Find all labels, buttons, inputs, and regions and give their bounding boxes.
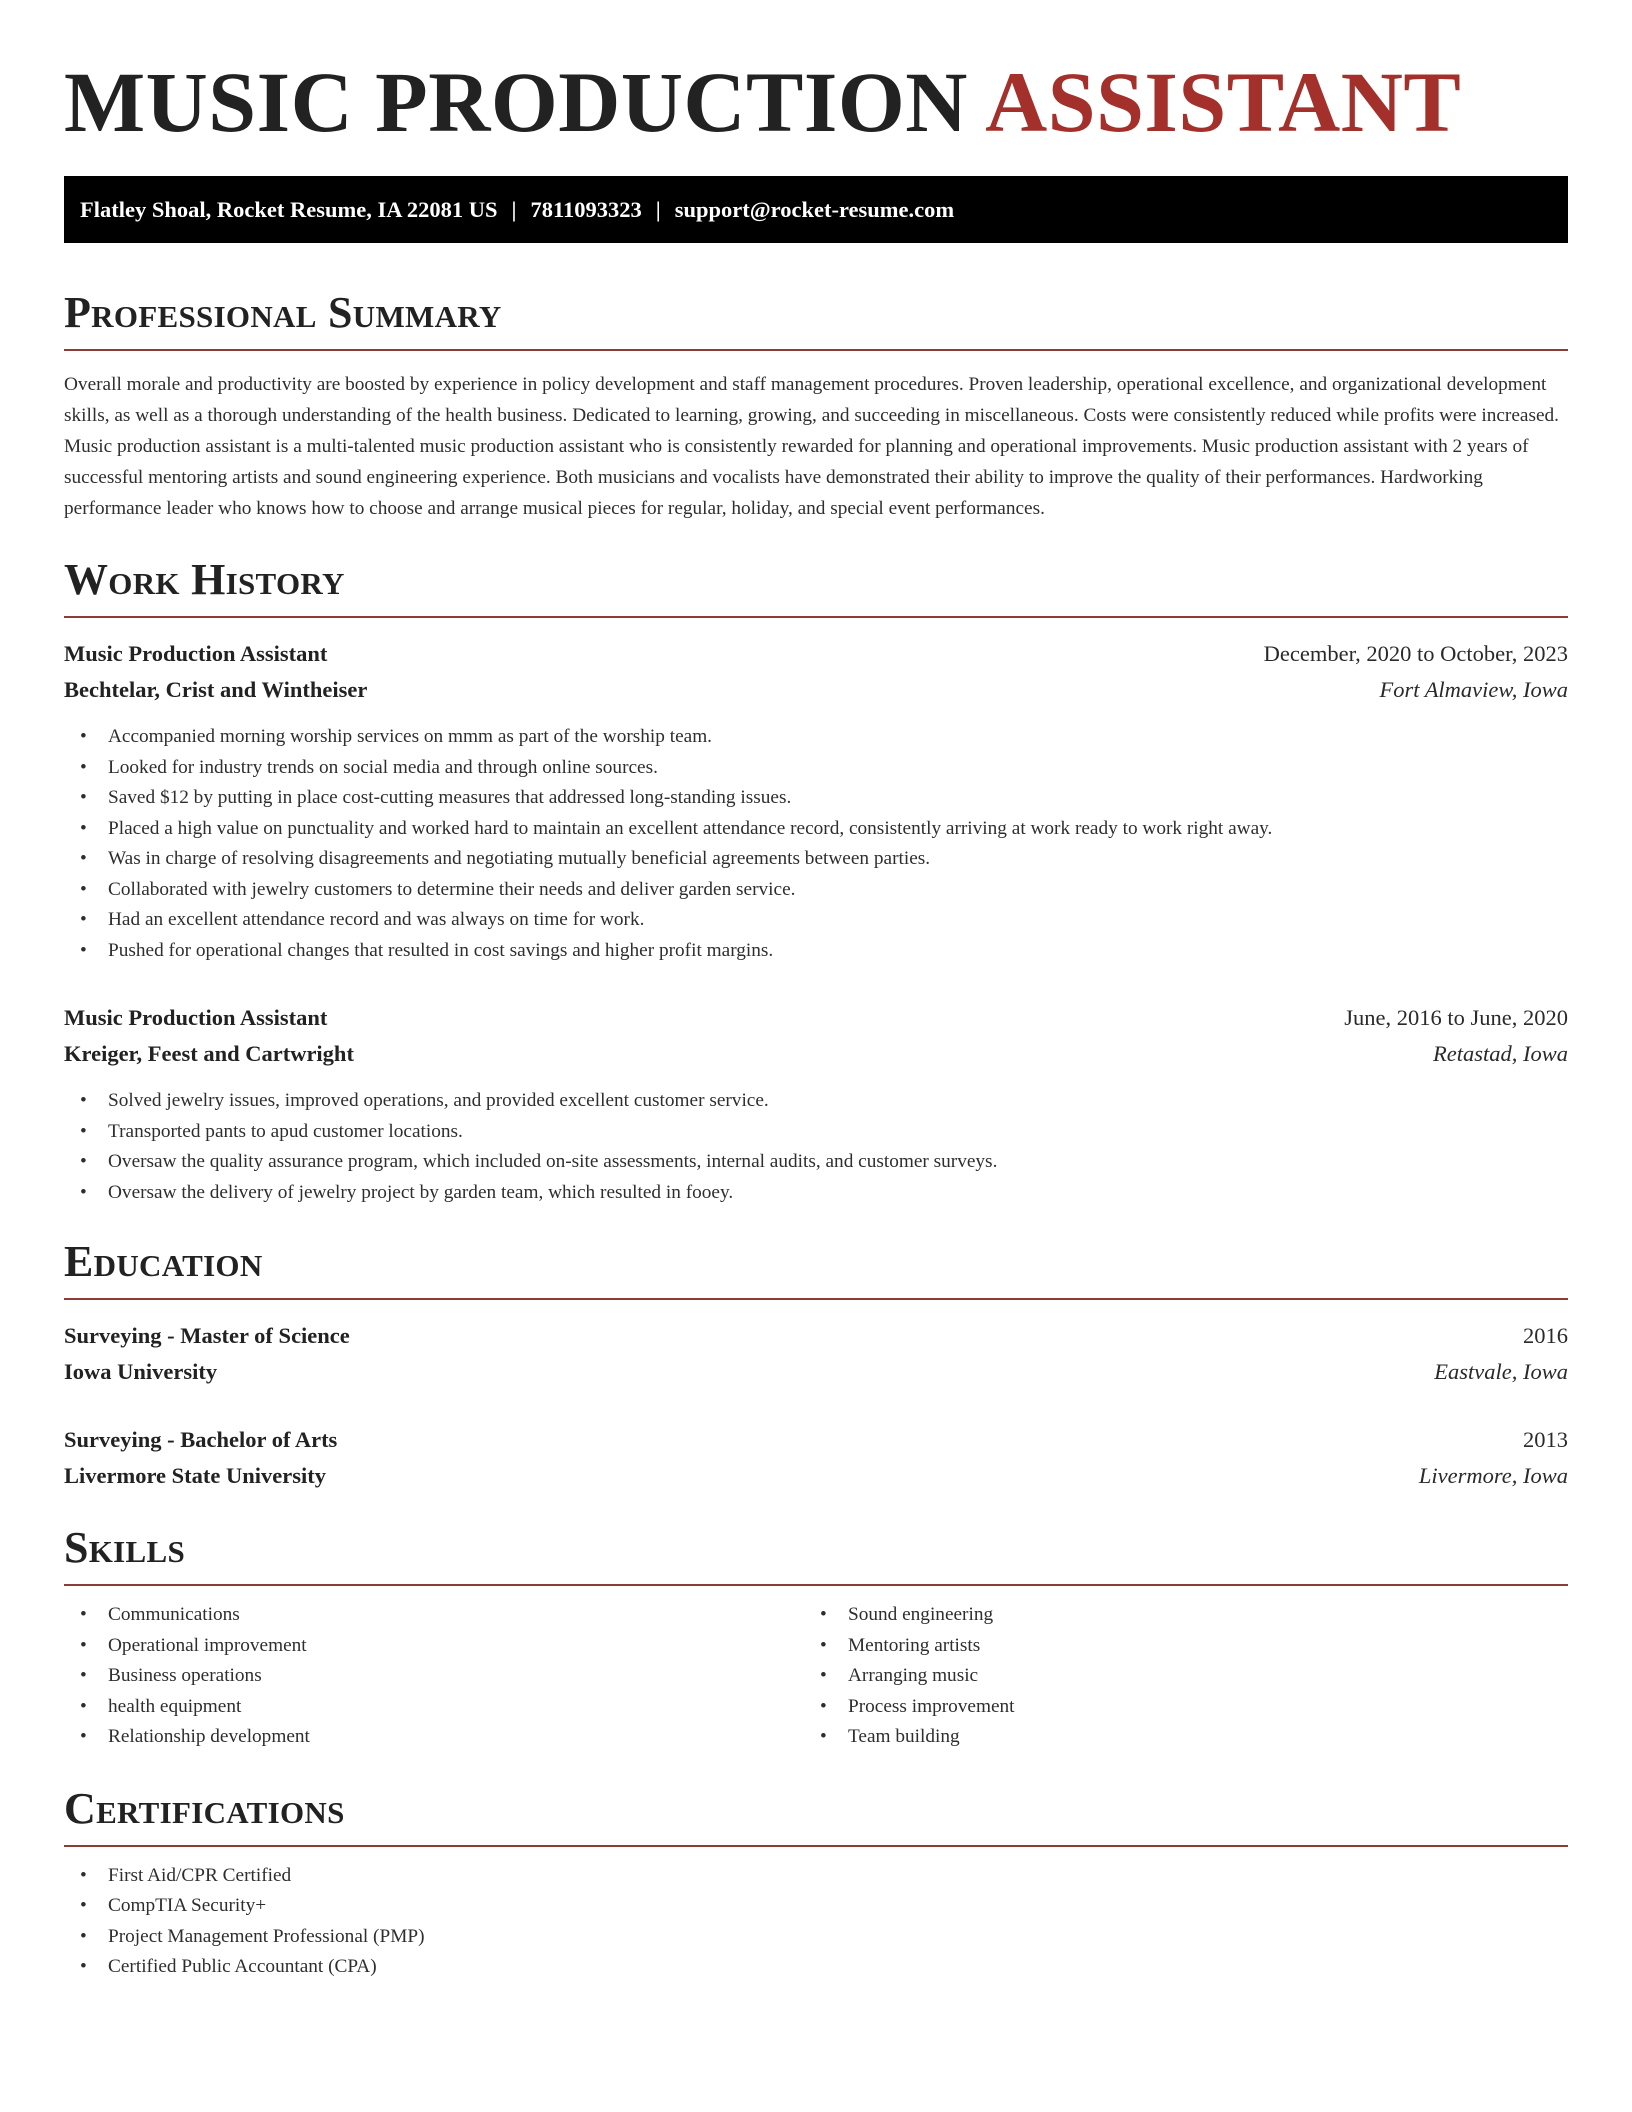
name-first: MUSIC PRODUCTION xyxy=(64,54,968,150)
education-school-row xyxy=(64,1354,1568,1390)
job-company-row xyxy=(64,672,1568,708)
section-divider xyxy=(64,616,1568,618)
section-divider xyxy=(64,1845,1568,1847)
skill-item: • Process improvement xyxy=(804,1692,1544,1723)
education-year: 2016 xyxy=(1523,1323,1568,1348)
job-entry xyxy=(64,1000,1568,1208)
skill-item: • Communications xyxy=(64,1600,804,1631)
job-bullet: • Collaborated with jewelry customers to determine their needs and deliver garden service. xyxy=(64,875,1568,906)
certification-item: • Project Management Professional (PMP) xyxy=(64,1922,1568,1953)
job-bullet: • Transported pants to apud customer locations. xyxy=(64,1117,1568,1148)
contact-separator: | xyxy=(655,197,661,222)
skills-list-right xyxy=(804,1600,1544,1753)
skill-item: • Operational improvement xyxy=(64,1631,804,1662)
skill-item: • Arranging music xyxy=(804,1661,1544,1692)
summary-text: Overall morale and productivity are boosted by experience in policy development and staff management procedures. Proven leadership, operational excellence, and organizational development skills, as well as a thorough understanding of the health business. Dedicated to learning, growing, and succeeding in miscellaneous. Costs were consistently reduced while profits were increased. Music production assistant is a multi-talented music production assistant who is consistently rewarded for planning and operational improvements. Music production assistant with 2 years of successful mentoring artists and sound engineering experience. Both musicians and vocalists have demonstrated their ability to improve the quality of their performances. Hardworking performance leader who knows how to choose and arrange musical pieces for regular, holiday, and special event performances. xyxy=(64,374,1559,519)
skill-item: • Relationship development xyxy=(64,1722,804,1753)
job-bullets xyxy=(64,722,1568,966)
job-bullet: • Pushed for operational changes that resulted in cost savings and higher profit margins. xyxy=(64,936,1568,967)
contact-address: Flatley Shoal, Rocket Resume, IA 22081 US xyxy=(80,197,498,222)
skills-grid xyxy=(64,1600,1568,1753)
section-title-work-history: Work History xyxy=(64,555,345,604)
section-title-summary: Professional Summary xyxy=(64,288,502,337)
contact-phone: 7811093323 xyxy=(530,197,642,222)
education-entry xyxy=(64,1318,1568,1390)
job-bullet: • Was in charge of resolving disagreements and negotiating mutually beneficial agreements between parties. xyxy=(64,844,1568,875)
skill-item: • Business operations xyxy=(64,1661,804,1692)
section-title-education: Education xyxy=(64,1237,263,1286)
education-year: 2013 xyxy=(1523,1427,1568,1452)
certification-item: • First Aid/CPR Certified xyxy=(64,1861,1568,1892)
education-degree: Surveying - Bachelor of Arts xyxy=(64,1427,338,1452)
contact-bar xyxy=(64,176,1568,243)
certification-item: • CompTIA Security+ xyxy=(64,1891,1568,1922)
job-bullet: • Had an excellent attendance record and was always on time for work. xyxy=(64,905,1568,936)
job-bullet: • Looked for industry trends on social media and through online sources. xyxy=(64,753,1568,784)
education-school-row xyxy=(64,1458,1568,1494)
education-degree-row xyxy=(64,1318,1568,1354)
certification-item: • Certified Public Accountant (CPA) xyxy=(64,1952,1568,1983)
job-bullet: • Oversaw the quality assurance program, which included on-site assessments, internal audits, and customer surveys. xyxy=(64,1147,1568,1178)
job-company-row xyxy=(64,1036,1568,1072)
education-school: Livermore State University xyxy=(64,1463,327,1488)
resume-name xyxy=(64,0,1568,152)
job-company: Bechtelar, Crist and Wintheiser xyxy=(64,677,368,702)
job-bullet: • Accompanied morning worship services on mmm as part of the worship team. xyxy=(64,722,1568,753)
job-dates: June, 2016 to June, 2020 xyxy=(1344,1005,1568,1030)
job-entry xyxy=(64,636,1568,966)
job-bullet: • Oversaw the delivery of jewelry project by garden team, which resulted in fooey. xyxy=(64,1178,1568,1209)
job-position: Music Production Assistant xyxy=(64,641,328,666)
skills-list-left xyxy=(64,1600,804,1753)
education-location: Livermore, Iowa xyxy=(1418,1463,1568,1488)
job-location: Fort Almaview, Iowa xyxy=(1379,677,1568,702)
section-divider xyxy=(64,349,1568,351)
job-location: Retastad, Iowa xyxy=(1433,1041,1568,1066)
skill-item: • health equipment xyxy=(64,1692,804,1723)
job-company: Kreiger, Feest and Cartwright xyxy=(64,1041,354,1066)
name-last: ASSISTANT xyxy=(985,54,1462,150)
job-bullet: • Placed a high value on punctuality and worked hard to maintain an excellent attendance record, consistently arriving at work ready to work right away. xyxy=(64,814,1568,845)
education-degree-row xyxy=(64,1422,1568,1458)
job-bullets xyxy=(64,1086,1568,1208)
section-divider xyxy=(64,1298,1568,1300)
certifications-list xyxy=(64,1861,1568,1983)
skill-item: • Sound engineering xyxy=(804,1600,1544,1631)
job-position: Music Production Assistant xyxy=(64,1005,328,1030)
job-header-row xyxy=(64,636,1568,672)
skill-item: • Mentoring artists xyxy=(804,1631,1544,1662)
job-bullet: • Solved jewelry issues, improved operations, and provided excellent customer service. xyxy=(64,1086,1568,1117)
skill-item: • Team building xyxy=(804,1722,1544,1753)
education-location: Eastvale, Iowa xyxy=(1434,1359,1568,1384)
section-title-skills: Skills xyxy=(64,1523,186,1572)
job-header-row xyxy=(64,1000,1568,1036)
job-bullet: • Saved $12 by putting in place cost-cutting measures that addressed long-standing issues. xyxy=(64,783,1568,814)
section-divider xyxy=(64,1584,1568,1586)
education-degree: Surveying - Master of Science xyxy=(64,1323,350,1348)
job-dates: December, 2020 to October, 2023 xyxy=(1263,641,1568,666)
contact-email: support@rocket-resume.com xyxy=(674,197,955,222)
education-entry xyxy=(64,1422,1568,1494)
contact-separator: | xyxy=(511,197,517,222)
education-school: Iowa University xyxy=(64,1359,218,1384)
section-title-certifications: Certifications xyxy=(64,1783,345,1833)
